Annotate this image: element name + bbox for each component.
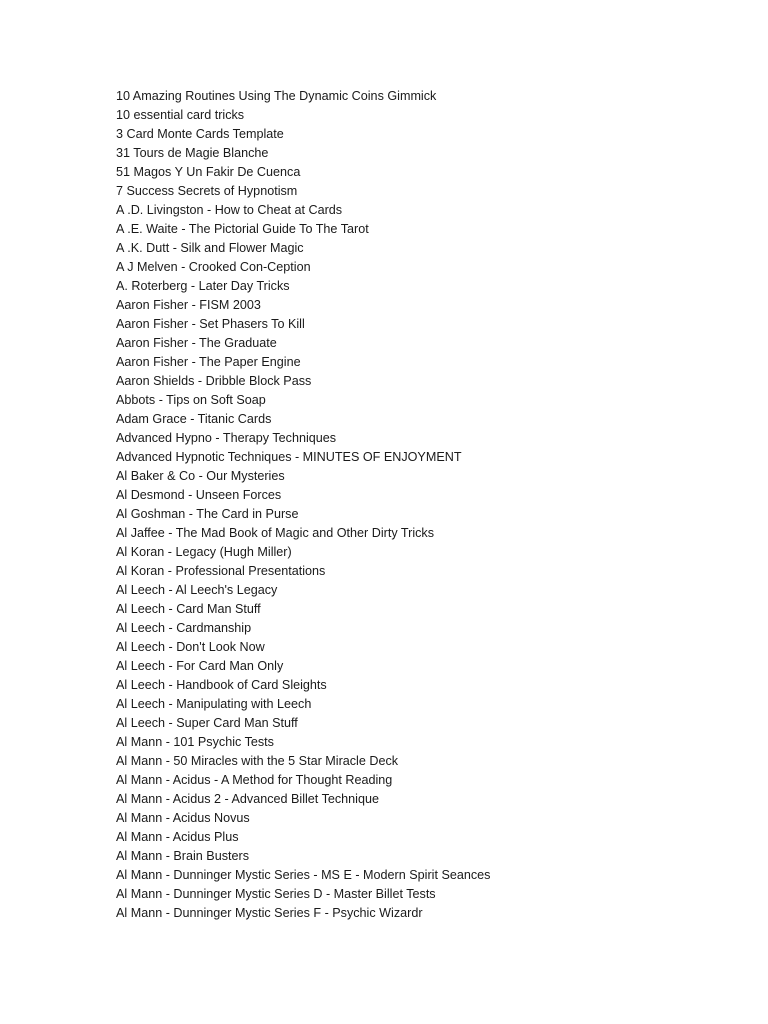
title-list	[116, 87, 490, 923]
list-item: Al Goshman - The Card in Purse	[116, 507, 299, 521]
list-item: Al Leech - Don't Look Now	[116, 640, 265, 654]
list-item: A .D. Livingston - How to Cheat at Cards	[116, 203, 343, 217]
list-item: 3 Card Monte Cards Template	[116, 127, 284, 141]
list-item: Al Jaffee - The Mad Book of Magic and Other Dirty Tricks	[116, 526, 435, 540]
list-item: Al Leech - Cardmanship	[116, 621, 252, 635]
list-item: 31 Tours de Magie Blanche	[116, 146, 269, 160]
list-item: Aaron Fisher - The Graduate	[116, 336, 277, 350]
list-item: Al Mann - Dunninger Mystic Series D - Master Billet Tests	[116, 887, 436, 901]
list-item: Al Baker & Co - Our Mysteries	[116, 469, 285, 483]
list-item: Aaron Fisher - FISM 2003	[116, 298, 261, 312]
list-item: Al Desmond - Unseen Forces	[116, 488, 282, 502]
list-item: A. Roterberg - Later Day Tricks	[116, 279, 290, 293]
list-item: 10 essential card tricks	[116, 108, 245, 122]
list-item: Advanced Hypno - Therapy Techniques	[116, 431, 337, 445]
list-item: Al Leech - For Card Man Only	[116, 659, 284, 673]
list-item: Al Mann - Dunninger Mystic Series - MS E - Modern Spirit Seances	[116, 868, 491, 882]
list-item: A .E. Waite - The Pictorial Guide To The Tarot	[116, 222, 369, 236]
list-item: Aaron Fisher - The Paper Engine	[116, 355, 301, 369]
list-item: Al Mann - Acidus Plus	[116, 830, 239, 844]
list-item: Advanced Hypnotic Techniques - MINUTES OF ENJOYMENT	[116, 450, 462, 464]
list-item: A J Melven - Crooked Con-Ception	[116, 260, 311, 274]
list-item: Al Mann - 50 Miracles with the 5 Star Miracle Deck	[116, 754, 399, 768]
list-item: Al Leech - Al Leech's Legacy	[116, 583, 278, 597]
list-item: Al Leech - Handbook of Card Sleights	[116, 678, 327, 692]
list-item: Al Mann - Dunninger Mystic Series F - Psychic Wizardr	[116, 906, 423, 920]
list-item: A .K. Dutt - Silk and Flower Magic	[116, 241, 304, 255]
list-item: Adam Grace - Titanic Cards	[116, 412, 272, 426]
list-item: Al Mann - 101 Psychic Tests	[116, 735, 274, 749]
list-item: 51 Magos Y Un Fakir De Cuenca	[116, 165, 301, 179]
list-item: Aaron Shields - Dribble Block Pass	[116, 374, 312, 388]
list-item: 10 Amazing Routines Using The Dynamic Coins Gimmick	[116, 89, 437, 103]
list-item: Al Koran - Legacy (Hugh Miller)	[116, 545, 292, 559]
list-item: 7 Success Secrets of Hypnotism	[116, 184, 298, 198]
list-item: Al Leech - Card Man Stuff	[116, 602, 261, 616]
list-item: Abbots - Tips on Soft Soap	[116, 393, 266, 407]
list-item: Al Mann - Acidus - A Method for Thought Reading	[116, 773, 393, 787]
list-item: Al Leech - Manipulating with Leech	[116, 697, 312, 711]
list-item: Al Leech - Super Card Man Stuff	[116, 716, 298, 730]
list-item: Al Koran - Professional Presentations	[116, 564, 326, 578]
list-item: Al Mann - Acidus Novus	[116, 811, 250, 825]
list-item: Aaron Fisher - Set Phasers To Kill	[116, 317, 305, 331]
list-item: Al Mann - Acidus 2 - Advanced Billet Technique	[116, 792, 379, 806]
list-item: Al Mann - Brain Busters	[116, 849, 249, 863]
